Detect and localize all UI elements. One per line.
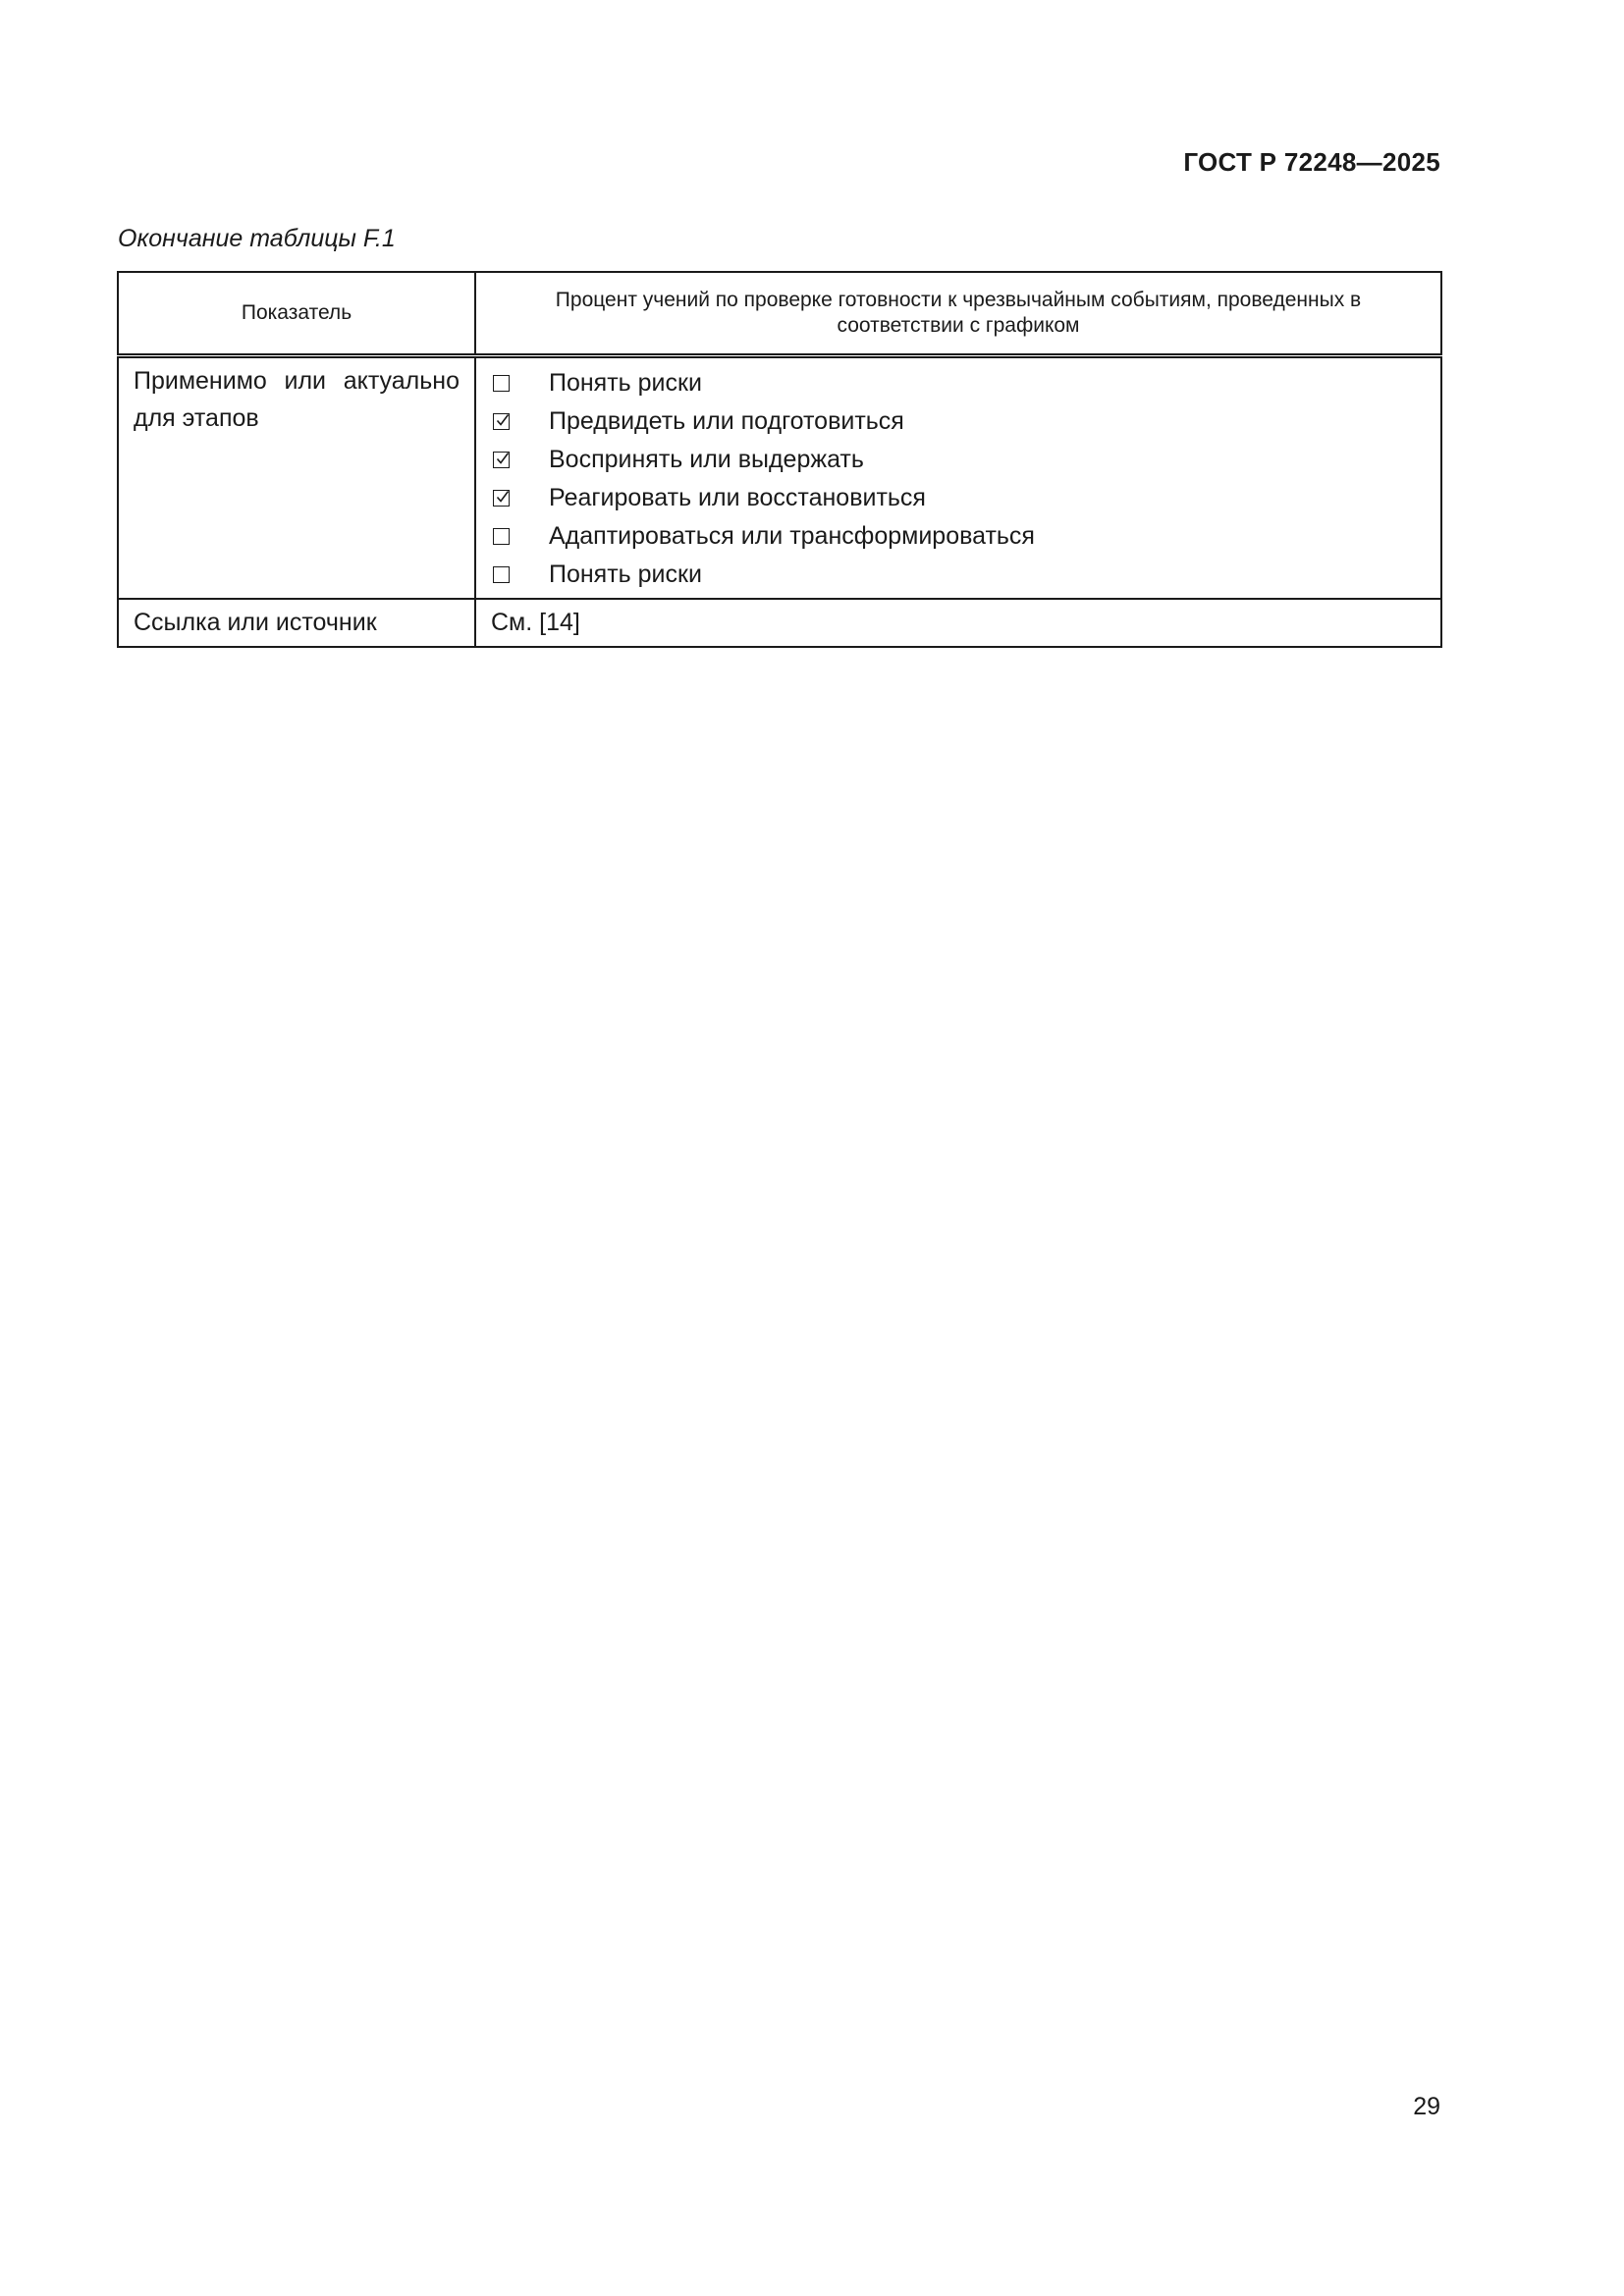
checklist-item-label: Понять риски: [549, 561, 702, 588]
stages-checklist: [476, 358, 1440, 598]
checkbox-checked-icon: [493, 413, 510, 430]
checklist-item: [476, 517, 1440, 556]
indicator-table-container: [117, 271, 1442, 648]
checkbox-empty-icon: [493, 528, 510, 545]
table-header-row: [118, 272, 1441, 356]
checkbox-checked-icon: [493, 490, 510, 507]
reference-value: См. [14]: [475, 599, 1441, 647]
table-caption: Окончание таблицы F.1: [118, 225, 396, 252]
row-label-stages: Применимо или актуально для этапов: [118, 356, 475, 600]
checklist-item: [476, 479, 1440, 517]
checkbox-empty-icon: [493, 375, 510, 392]
table-row-stages: [118, 356, 1441, 600]
checkbox-checked-icon: [493, 452, 510, 468]
checklist-item: [476, 402, 1440, 441]
checklist-item-label: Воспринять или выдержать: [549, 446, 864, 473]
document-code: ГОСТ Р 72248—2025: [1183, 147, 1440, 177]
checklist-item-label: Адаптироваться или трансформироваться: [549, 522, 1035, 550]
checklist-item: [476, 364, 1440, 402]
checklist-item: [476, 556, 1440, 594]
table-row-reference: [118, 599, 1441, 647]
checkbox-empty-icon: [493, 566, 510, 583]
stages-checklist-cell: [475, 356, 1441, 600]
page-number: 29: [1413, 2093, 1440, 2120]
column-header-percentage: Процент учений по проверке готовности к чрезвычайным событиям, проведенных в соответствии с графиком: [475, 272, 1441, 356]
column-header-indicator: Показатель: [118, 272, 475, 356]
indicator-table: [117, 271, 1442, 648]
checklist-item-label: Понять риски: [549, 369, 702, 397]
checklist-item: [476, 441, 1440, 479]
checklist-item-label: Реагировать или восстановиться: [549, 484, 926, 511]
row-label-reference: Ссылка или источник: [118, 599, 475, 647]
checklist-item-label: Предвидеть или подготовиться: [549, 407, 904, 435]
